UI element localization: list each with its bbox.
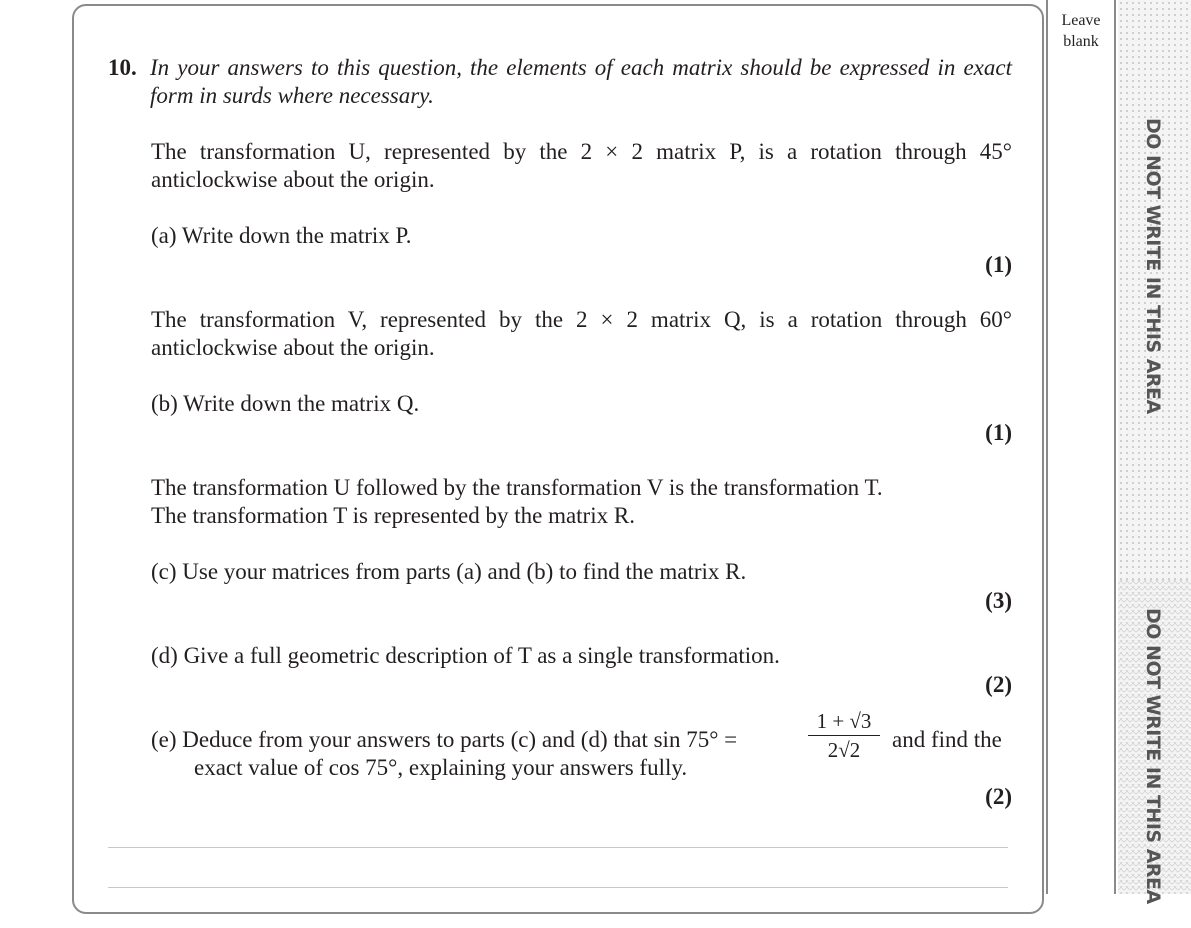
part-d-text: (d) Give a full geometric description of T as a single transformation.	[151, 643, 780, 668]
leave-blank-line2: blank	[1063, 33, 1099, 50]
question-number: 10.	[108, 55, 137, 80]
leave-blank-line1: Leave	[1061, 12, 1101, 29]
part-a-marks: (1)	[985, 252, 1012, 277]
part-e-text-end: and find the	[892, 727, 1002, 752]
answer-line[interactable]	[108, 847, 1008, 848]
fraction-denominator: 2√2	[827, 738, 861, 762]
paragraph-transformation-u-line2: anticlockwise about the origin.	[151, 167, 435, 192]
part-e-marks: (2)	[985, 784, 1012, 809]
paragraph-transformation-v: The transformation V, represented by the 2 × 2 matrix Q, is a rotation through 60°	[151, 307, 1012, 332]
part-b-text: (b) Write down the matrix Q.	[151, 391, 420, 416]
do-not-write-warning-2: DO NOT WRITE IN THIS AREA	[1142, 608, 1164, 904]
leave-blank-label	[1046, 10, 1116, 52]
paragraph-transformation-v-line2: anticlockwise about the origin.	[151, 335, 435, 360]
sin75-fraction	[808, 708, 880, 763]
part-a-text: (a) Write down the matrix P.	[151, 223, 412, 248]
paragraph-transformation-t-line2: The transformation T is represented by the matrix R.	[151, 503, 635, 528]
part-c-marks: (3)	[985, 588, 1012, 613]
question-intro-line1: In your answers to this question, the elements of each matrix should be expressed in exact	[150, 55, 1012, 80]
answer-line[interactable]	[108, 887, 1008, 888]
part-e-text: (e) Deduce from your answers to parts (c) and (d) that sin 75° =	[151, 727, 738, 752]
part-c-text: (c) Use your matrices from parts (a) and (b) to find the matrix R.	[151, 559, 747, 584]
leave-blank-column	[1046, 0, 1116, 894]
do-not-write-warning-1: DO NOT WRITE IN THIS AREA	[1142, 118, 1164, 414]
question-intro-line2: form in surds where necessary.	[150, 83, 434, 108]
part-e-text-line2: exact value of cos 75°, explaining your answers fully.	[194, 755, 688, 780]
part-b-marks: (1)	[985, 420, 1012, 445]
paragraph-transformation-u: The transformation U, represented by the 2 × 2 matrix P, is a rotation through 45°	[151, 139, 1012, 164]
paragraph-transformation-t: The transformation U followed by the transformation V is the transformation T.	[151, 475, 883, 500]
fraction-numerator: 1 + √3	[808, 708, 880, 736]
part-d-marks: (2)	[985, 672, 1012, 697]
